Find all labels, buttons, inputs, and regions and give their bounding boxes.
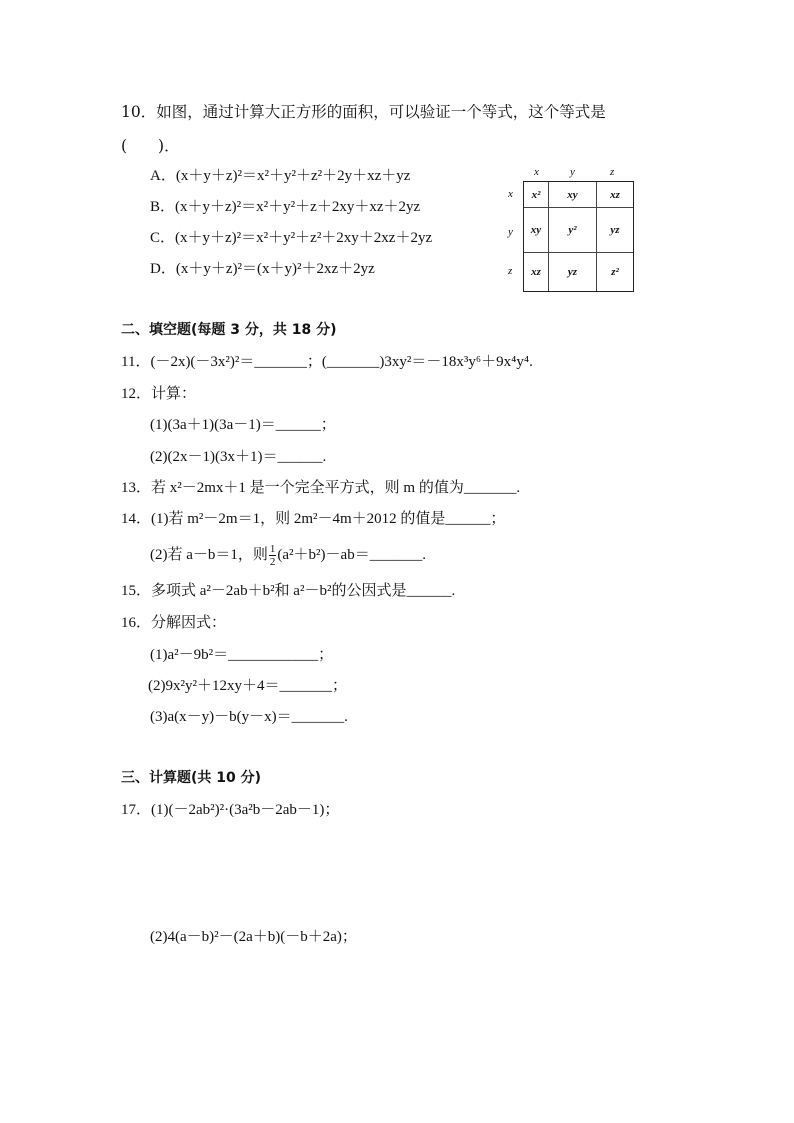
option-a-label: A． xyxy=(150,168,176,184)
q14-part1: 14．(1)若 m²－2m＝1，则 2m²－4m＋2012 的值是______； xyxy=(121,511,506,527)
grid-cell: yz xyxy=(549,253,597,291)
grid-cell: xy xyxy=(524,208,549,253)
area-grid xyxy=(523,181,634,292)
col-header-x: x xyxy=(534,166,539,178)
q12-stem: 12．计算： xyxy=(121,386,197,402)
q16-part2: (2)9x²y²＋12xy＋4＝_______； xyxy=(148,678,347,694)
option-a-text: (x＋y＋z)²＝x²＋y²＋z²＋2y＋xz＋yz xyxy=(175,168,411,184)
grid-cell: x² xyxy=(524,182,549,208)
section-3-title: 三、计算题(共 10 分) xyxy=(121,770,262,786)
option-c-text: (x＋y＋z)²＝x²＋y²＋z²＋2xy＋2xz＋2yz xyxy=(175,230,433,246)
col-header-y: y xyxy=(570,166,575,178)
col-header-z: z xyxy=(610,166,615,178)
option-d-label: D． xyxy=(150,261,176,277)
option-d-text: (x＋y＋z)²＝(x＋y)²＋2xz＋2yz xyxy=(175,261,375,277)
option-b-text: (x＋y＋z)²＝x²＋y²＋z＋2xy＋xz＋2yz xyxy=(175,199,421,215)
q10-option-c xyxy=(150,228,432,248)
q10-option-b xyxy=(150,197,420,217)
option-b-label: B． xyxy=(150,199,176,215)
one-half-fraction xyxy=(269,543,277,568)
fraction-denominator: 2 xyxy=(269,556,276,568)
q10-option-d xyxy=(150,259,375,279)
q17-part2: (2)4(a－b)²－(2a＋b)(－b＋2a)； xyxy=(150,929,357,945)
q14-part2-prefix: (2)若 a－b＝1，则 xyxy=(150,546,268,563)
row-header-y: y xyxy=(508,226,513,238)
grid-cell: y² xyxy=(549,208,597,253)
q16-stem: 16．分解因式： xyxy=(121,615,227,631)
q14-part2-suffix: (a²＋b²)－ab＝_______. xyxy=(277,546,426,563)
q10-answer-paren: ( )． xyxy=(121,137,180,155)
q14-part2 xyxy=(150,543,426,568)
grid-cell: z² xyxy=(611,266,619,278)
q17-part1: 17．(1)(－2ab²)²·(3a²b－2ab－1)； xyxy=(121,802,340,818)
q15: 15．多项式 a²－2ab＋b²和 a²－b²的公因式是______. xyxy=(121,583,456,599)
section-2-title: 二、填空题(每题 3 分，共 18 分) xyxy=(121,322,337,338)
q10-option-a xyxy=(150,166,410,186)
row-header-z: z xyxy=(508,265,513,277)
grid-cell: yz xyxy=(597,208,633,253)
q12-part2: (2)(2x－1)(3x＋1)＝______. xyxy=(150,449,327,465)
q10-stem: 10．如图，通过计算大正方形的面积，可以验证一个等式，这个等式是 xyxy=(121,103,606,121)
q11: 11．(－2x)(－3x²)²＝_______；(_______)3xy²＝－18x³y⁶＋9x⁴y⁴. xyxy=(121,354,533,370)
q12-part1: (1)(3a＋1)(3a－1)＝______； xyxy=(150,417,336,433)
q13: 13．若 x²－2mx＋1 是一个完全平方式，则 m 的值为_______. xyxy=(121,480,521,496)
grid-cell: xz xyxy=(597,182,633,208)
q16-part3: (3)a(x－y)－b(y－x)＝_______. xyxy=(150,709,348,725)
option-c-label: C． xyxy=(150,230,176,246)
row-header-x: x xyxy=(508,188,513,200)
fraction-numerator: 1 xyxy=(269,543,276,555)
grid-cell: xy xyxy=(549,182,597,208)
square-area-figure xyxy=(502,164,642,296)
q16-part1: (1)a²－9b²＝____________； xyxy=(150,647,334,663)
grid-cell: xz xyxy=(524,253,549,291)
